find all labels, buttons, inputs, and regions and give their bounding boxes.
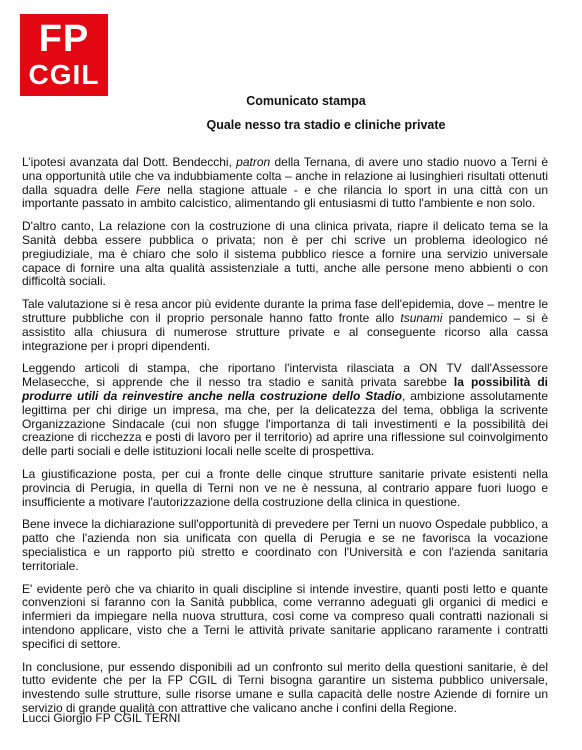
text-run: L’ipotesi avanzata dal Dott. Bendecchi, — [22, 155, 237, 169]
document-label: Comunicato stampa — [246, 94, 366, 108]
text-run: produrre utili da reinvestire anche nella costruzione dello Stadio — [22, 388, 402, 403]
signature: Lucci Giorgio FP CGIL TERNI — [22, 711, 181, 725]
paragraph — [22, 156, 548, 211]
text-run: La giustificazione posta, per cui a fronte delle cinque strutture sanitarie private esistenti nella provincia di Perugia, in quella di Terni non ve ne è nessuna, al contrario appare fuori luogo e insufficiente a motivare l'autorizzazione della costruzione della clinica in questione. — [22, 466, 548, 509]
text-run: della Ternana, di avere uno stadio nuovo a Terni è una opportunità utile che va indubbiamente colta – anche in relazione ai lusinghieri risultati ottenuti dalla squadra delle — [22, 155, 549, 197]
text-run: Leggendo articoli di stampa, che riportano l'intervista rilasciata a ON TV dall'Assessore Melasecche, si apprende che il nesso tra stadio e sanità privata sarebbe — [22, 361, 548, 390]
text-run: In conclusione, pur essendo disponibili ad un confronto sul merito della questioni sanitarie, è del tutto evidente che per la FP CGIL di Terni bisogna garantire un sistema pubblico universale, investendo sulle strutture, sulle risorse umane e sulla capacità delle nostre Aziende di fornire un servizio di grande qualità con attrattive che valicano anche i confini della Regione. — [22, 659, 548, 715]
logo-line-2: CGIL — [28, 59, 100, 90]
paragraph — [22, 583, 548, 652]
text-run: la possibilità di — [453, 375, 548, 390]
paragraph — [22, 298, 548, 353]
text-run: D'altro canto, La relazione con la costruzione di una clinica privata, riapre il delicato tema se la Sanità debba essere pubblica o privata; non è per chi scrive un problema ideologico né pregiudiziale, ma è chiaro che solo il sistema pubblico riesce a fornire una servizio universale capace di fornire una alta qualità assistenziale a tutti, anche alle persone meno abbienti o con difficoltà sociali. — [22, 219, 548, 289]
text-run: tsunami — [400, 310, 443, 325]
text-run: Fere — [135, 182, 161, 197]
paragraph — [22, 362, 548, 459]
logo-line-1: FP — [38, 18, 90, 60]
fp-cgil-logo — [20, 14, 108, 96]
document-title: Quale nesso tra stadio e cliniche private — [206, 118, 446, 132]
paragraph — [22, 220, 548, 289]
text-run: patron — [236, 155, 271, 169]
text-run: Tale valutazione si è resa ancor più evidente durante la prima fase dell'epidemia, dove – mentre le strutture pubbliche con il proprio personale hanno fatto fronte allo — [22, 297, 548, 325]
text-run: , ambizione assolutamente legittima per chi dirige un impresa, ma che, per la delicatezza del tema, obbliga la scrivente Organizzazione Sindacale (cui non sfugge l'importanza di tali investimenti e la possibilità dei creazione di ricchezza e posti di lavoro per il territorio) ad aprire una riflessione sul coinvolgimento delle parti sociali e delle istituzioni locali nelle scelte di prospettiva. — [22, 388, 548, 459]
text-run: nella stagione attuale - e che rilancia lo sport in una città con un importante passato in ambito calcistico, alimentando gli entusiasmi di tutto l'ambiente e non solo. — [22, 182, 548, 211]
text-run: Bene invece la dichiarazione sull'opportunità di prevedere per Terni un nuovo Ospedale pubblico, a patto che l'azienda non sia unificata con quella di Perugia e se ne favorisca la vocazione specialistica e un rapporto più stretto e coordinato con l'Università e con l'azienda sanitaria territoriale. — [22, 517, 548, 573]
paragraph — [22, 468, 548, 509]
text-run: E' evidente però che va chiarito in quali discipline si intende investire, quanti posti letto e quante convenzioni si faranno con la Sanità pubblica, come verranno adeguati gli organici di medici e infermieri da impiegare nella nuova struttura, così come va compreso quali contratti nazionali si intendono applicare, visto che a Terni le attività private sanitarie applicano raramente i contratti specifici di settore. — [22, 581, 548, 651]
paragraph — [22, 661, 548, 716]
document-body — [22, 156, 548, 725]
text-run: pandemico – si è assistito alla chiusura di numerose strutture private e al conseguente ricorso alla cassa integrazione per i propri dipendenti. — [22, 310, 548, 353]
paragraph — [22, 518, 548, 573]
